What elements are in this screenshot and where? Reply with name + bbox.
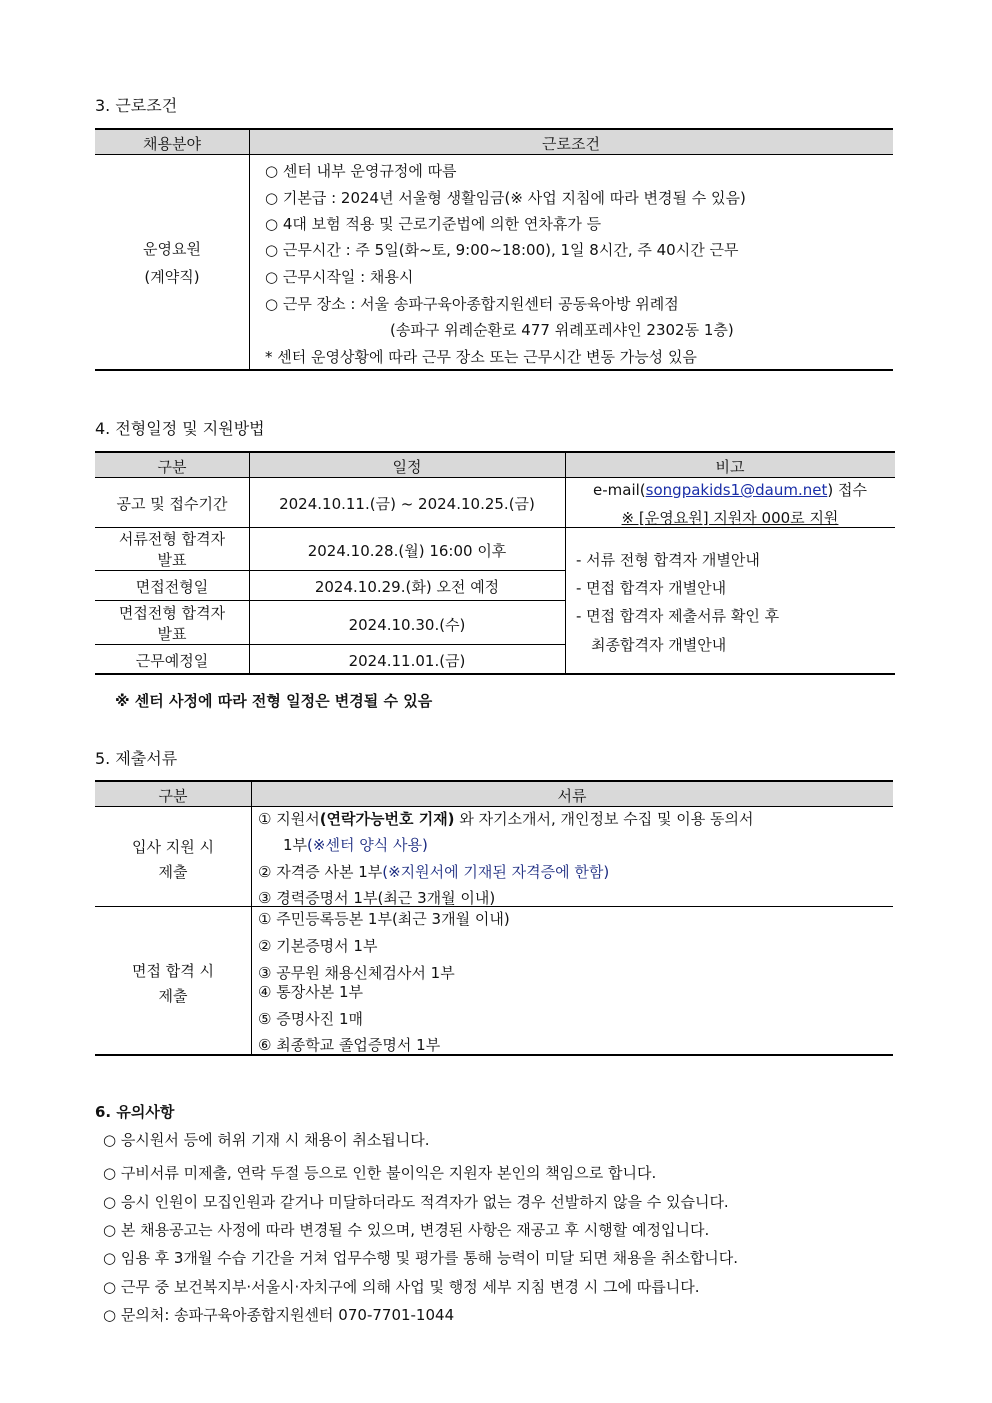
row-divider <box>95 570 565 571</box>
table-bottom-border <box>95 1054 893 1056</box>
email-suffix: ) 접수 <box>827 481 867 499</box>
schedule-label: 면접전형 합격자 <box>118 604 226 622</box>
work-conditions-table <box>95 128 893 371</box>
schedule-date: 2024.10.11.(금) ~ 2024.10.25.(금) <box>279 495 535 513</box>
condition-item: ○ 기본급 : 2024년 서울형 생활임금(※ 사업 지침에 따라 변경될 수 있음) <box>265 189 746 207</box>
remark-item: - 면접 합격자 개별안내 <box>576 579 727 597</box>
condition-note: * 센터 운영상황에 따라 근무 장소 또는 근무시간 변동 가능성 있음 <box>265 348 697 366</box>
schedule-footnote: ※ 센터 사정에 따라 전형 일정은 변경될 수 있음 <box>115 692 433 710</box>
condition-item: ○ 근무시간 : 주 5일(화~토, 9:00~18:00), 1일 8시간, 주 40시간 근무 <box>265 241 739 259</box>
section-3-heading: 3. 근로조건 <box>95 96 178 115</box>
document-item: ④ 통장사본 1부 <box>258 983 363 1001</box>
contact-required-note: (연락가능번호 기재) <box>319 810 455 828</box>
header-documents: 서류 <box>557 787 587 805</box>
document-item: ⑥ 최종학교 졸업증명서 1부 <box>258 1036 441 1054</box>
schedule-label: 근무예정일 <box>135 652 209 670</box>
header-category: 구분 <box>158 787 188 805</box>
header-category: 구분 <box>157 458 187 476</box>
notice-item: ○ 구비서류 미제출, 연락 두절 등으로 인한 불이익은 지원자 본인의 책임으로 합니다. <box>103 1164 657 1182</box>
schedule-date: 2024.10.29.(화) 오전 예정 <box>314 578 500 596</box>
remark-item-cont: 최종합격자 개별안내 <box>591 636 727 654</box>
condition-item: ○ 4대 보험 적용 및 근로기준법에 의한 연차휴가 등 <box>265 215 602 233</box>
document-item: ② 자격증 사본 1부(※지원서에 기재된 자격증에 한함) <box>258 863 610 881</box>
condition-item: ○ 근무 장소 : 서울 송파구육아종합지원센터 공동육아방 위례점 <box>265 295 679 313</box>
column-divider <box>249 451 250 675</box>
schedule-label: 면접전형일 <box>135 578 209 596</box>
notice-item: ○ 본 채용공고는 사정에 따라 변경될 수 있으며, 변경된 사항은 재공고 후 시행할 예정입니다. <box>103 1221 710 1239</box>
condition-item: ○ 근무시작일 : 채용시 <box>265 268 414 286</box>
group-apply-label: 입사 지원 시 <box>132 838 214 856</box>
table-bottom-border <box>95 369 893 371</box>
header-remarks: 비고 <box>715 458 745 476</box>
schedule-label: 발표 <box>157 551 187 569</box>
document-item: ① 지원서(연락가능번호 기재) 와 자기소개서, 개인정보 수집 및 이용 동의서 <box>258 810 754 828</box>
schedule-table <box>95 451 895 675</box>
section-4-heading: 4. 전형일정 및 지원방법 <box>95 419 265 438</box>
remark-item: - 서류 전형 합격자 개별안내 <box>576 551 760 569</box>
header-field: 채용분야 <box>143 135 201 153</box>
schedule-date: 2024.11.01.(금) <box>348 652 466 670</box>
document-item: ③ 공무원 채용신체검사서 1부 <box>258 964 455 982</box>
schedule-label: 발표 <box>157 625 187 643</box>
document-item: ② 기본증명서 1부 <box>258 937 378 955</box>
column-divider <box>251 780 252 1056</box>
schedule-date: 2024.10.28.(월) 16:00 이후 <box>307 542 507 560</box>
table-bottom-border <box>95 673 895 675</box>
condition-item: ○ 센터 내부 운영규정에 따름 <box>265 162 457 180</box>
group-apply-label: 제출 <box>158 863 188 881</box>
row-divider <box>95 644 565 645</box>
notice-item: ○ 응시원서 등에 허위 기재 시 채용이 취소됩니다. <box>103 1131 430 1149</box>
notice-item: ○ 응시 인원이 모집인원과 같거나 미달하더라도 적격자가 없는 경우 선발하지 않을 수 있습니다. <box>103 1193 729 1211</box>
condition-item-cont: (송파구 위례순환로 477 위례포레샤인 2302동 1층) <box>390 321 734 339</box>
document-item: ③ 경력증명서 1부(최근 3개월 이내) <box>258 889 496 907</box>
header-schedule: 일정 <box>392 458 422 476</box>
email-link[interactable]: songpakids1@daum.net <box>645 481 828 499</box>
document-item-cont: 1부(※센터 양식 사용) <box>283 836 428 854</box>
schedule-label: 공고 및 접수기간 <box>116 495 228 513</box>
document-item: ① 주민등록등본 1부(최근 3개월 이내) <box>258 910 510 928</box>
header-conditions: 근로조건 <box>542 135 600 153</box>
email-prefix: e-mail( <box>593 481 646 499</box>
section-5-heading: 5. 제출서류 <box>95 749 178 768</box>
notice-item: ○ 근무 중 보건복지부·서울시·자치구에 의해 사업 및 행정 세부 지침 변경 시 그에 따릅니다. <box>103 1278 700 1296</box>
email-note: ※ [운영요원] 지원자 000로 지원 <box>621 509 839 527</box>
column-divider <box>249 128 250 371</box>
schedule-date: 2024.10.30.(수) <box>348 616 466 634</box>
document-item: ⑤ 증명사진 1매 <box>258 1010 363 1028</box>
group-interview-label: 제출 <box>158 987 188 1005</box>
contact-info: ○ 문의처: 송파구육아종합지원센터 070-7701-1044 <box>103 1306 455 1324</box>
email-apply <box>565 479 895 500</box>
row-divider <box>95 600 565 601</box>
field-name: 운영요원 <box>143 240 201 258</box>
documents-table <box>95 780 893 1056</box>
group-interview-label: 면접 합격 시 <box>132 962 214 980</box>
remark-item: - 면접 합격자 제출서류 확인 후 <box>576 607 780 625</box>
field-type: (계약직) <box>144 268 200 286</box>
schedule-label: 서류전형 합격자 <box>118 530 226 548</box>
section-6-heading: 6. 유의사항 <box>95 1103 175 1121</box>
notice-item: ○ 임용 후 3개월 수습 기간을 거쳐 업무수행 및 평가를 통해 능력이 미달 되면 채용을 취소합니다. <box>103 1249 739 1267</box>
